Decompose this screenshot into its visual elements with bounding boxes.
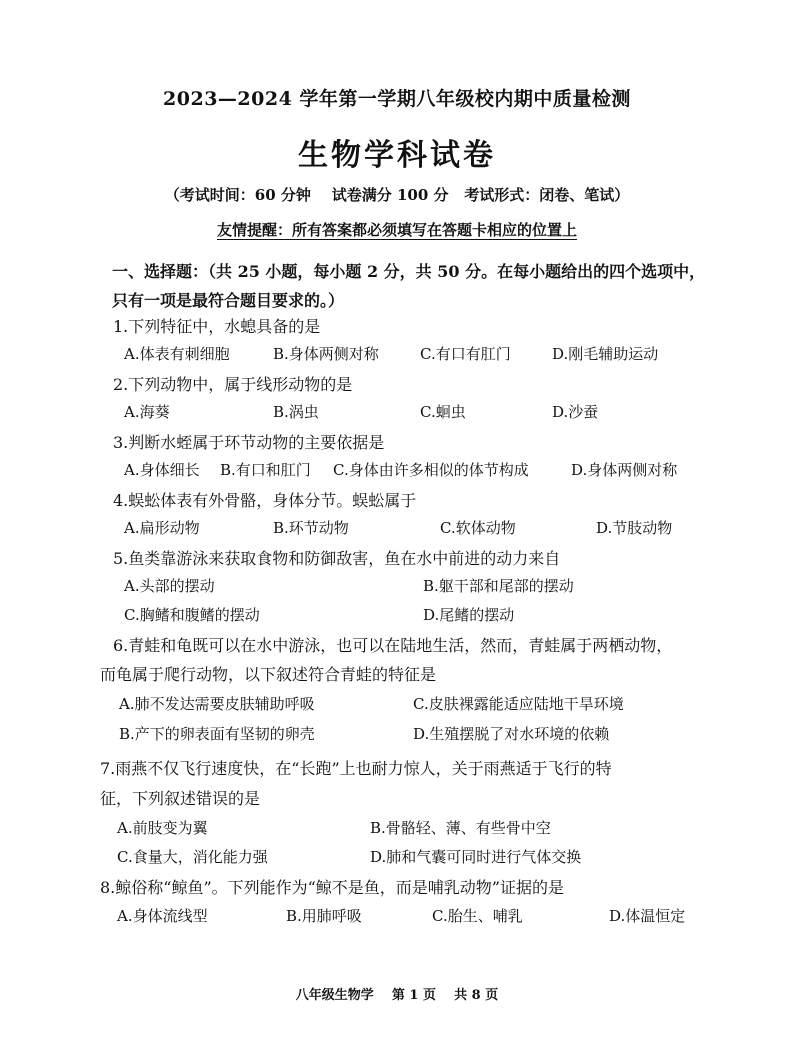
option: B.涡虫: [273, 403, 319, 421]
option: B.用肺呼吸: [286, 907, 362, 925]
question-stem: 4.蜈蚣体表有外骨骼，身体分节。蜈蚣属于: [113, 491, 417, 510]
question-stem: 2.下列动物中，属于线形动物的是: [113, 375, 353, 394]
question-stem: 6.青蛙和龟既可以在水中游泳，也可以在陆地生活，然而，青蛙属于两栖动物，: [113, 636, 673, 655]
reminder-text: 友情提醒：所有答案都必须填写在答题卡相应的位置上: [216, 221, 577, 239]
option: A.身体细长: [124, 461, 200, 479]
option: A.身体流线型: [117, 907, 208, 925]
option: D.生殖摆脱了对水环境的依赖: [413, 725, 610, 743]
option: B.产下的卵表面有坚韧的卵壳: [119, 725, 315, 743]
option: B.骨骼轻、薄、有些骨中空: [370, 819, 551, 837]
option: C.胸鳍和腹鳍的摆动: [124, 606, 260, 624]
option: A.前肢变为翼: [117, 819, 208, 837]
option: A.海葵: [124, 403, 170, 421]
section-heading: 一、选择题：（共 25 小题，每小题 2 分，共 50 分。在每小题给出的四个选项中，只有一项是最符合题目要求的。）: [112, 262, 706, 310]
option: C.有口有肛门: [420, 345, 511, 363]
option: C.皮肤裸露能适应陆地干旱环境: [413, 695, 624, 713]
option: C.胎生、哺乳: [432, 907, 523, 925]
question-stem: 3.判断水蛭属于环节动物的主要依据是: [113, 433, 385, 452]
option: A.体表有刺细胞: [124, 345, 230, 363]
exam-title: 2023—2024 学年第一学期八年级校内期中质量检测: [163, 88, 631, 110]
option: C.食量大，消化能力强: [117, 848, 268, 866]
option: D.体温恒定: [609, 907, 686, 925]
question-stem: 8.鲸俗称“鲸鱼”。下列能作为“鲸不是鱼，而是哺乳动物”证据的是: [100, 878, 564, 897]
option: D.节肢动物: [596, 519, 673, 537]
option: B.躯干部和尾部的摆动: [423, 577, 574, 595]
option: D.身体两侧对称: [571, 461, 678, 479]
subject-title: 生物学科试卷: [298, 138, 496, 173]
question-stem-continued: 征，下列叙述错误的是: [100, 789, 261, 808]
exam-info: （考试时间：60 分钟 试卷满分 100 分 考试形式：闭卷、笔试）: [164, 186, 630, 204]
option: C.身体由许多相似的体节构成: [333, 461, 529, 479]
option: A.扁形动物: [124, 519, 200, 537]
option: D.尾鳍的摆动: [423, 606, 515, 624]
question-stem: 1.下列特征中，水螅具备的是: [113, 317, 321, 336]
option: D.肺和气囊可同时进行气体交换: [370, 848, 582, 866]
option: D.沙蚕: [552, 403, 599, 421]
option: C.蛔虫: [420, 403, 466, 421]
question-stem: 5.鱼类靠游泳来获取食物和防御敌害，鱼在水中前进的动力来自: [113, 549, 561, 568]
option: A.头部的摆动: [124, 577, 215, 595]
option: B.身体两侧对称: [273, 345, 379, 363]
question-stem: 7.雨燕不仅飞行速度快，在“长跑”上也耐力惊人，关于雨燕适于飞行的特: [100, 759, 612, 778]
reminder-line: [0, 219, 794, 240]
option: C.软体动物: [440, 519, 516, 537]
option: A.肺不发达需要皮肤辅助呼吸: [119, 695, 315, 713]
option: B.有口和肛门: [220, 461, 311, 479]
option: D.刚毛辅助运动: [552, 345, 659, 363]
page-footer: 八年级生物学 第 1 页 共 8 页: [295, 988, 499, 1003]
option: B.环节动物: [273, 519, 349, 537]
question-stem-continued: 而龟属于爬行动物，以下叙述符合青蛙的特征是: [100, 665, 437, 684]
